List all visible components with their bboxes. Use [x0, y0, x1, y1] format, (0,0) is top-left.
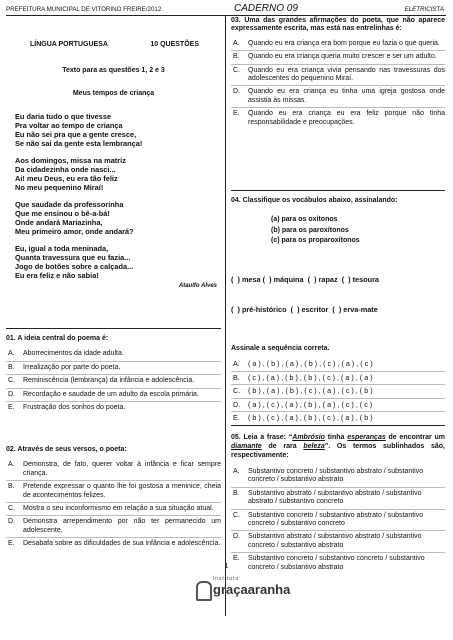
title-suffix: ”. Os termos sublinhados são, respectivamente: [231, 443, 445, 459]
option-letter: A. [8, 350, 15, 358]
option-text: Quando eu era criança eu tinha uma igreja gostosa onde assistia às missas. [248, 88, 445, 104]
option-text: Aborrecimentos da idade adulta. [23, 350, 124, 358]
option-text: Quando eu era criança eu era feliz porque não tinha responsabilidade e preocupações. [248, 110, 445, 126]
option-letter: A. [233, 468, 240, 475]
logo-mark-icon [196, 581, 212, 601]
option-text: Demonstra, de fato, querer voltar à infância e ficar sempre criança. [23, 461, 221, 477]
option-text: ( b ) , ( c ) , ( a ) , ( b ) , ( c ) , ( a ) , ( b ) [248, 412, 373, 422]
question-2 [6, 446, 221, 551]
section-title: LÍNGUA PORTUGUESA [30, 41, 108, 48]
page-number: 1 [224, 563, 229, 570]
underlined-word: Ambrósio [292, 434, 325, 441]
option-text: Quando eu era criança queria muito crescer e ser um adulto. [248, 53, 437, 61]
stanza [15, 244, 221, 280]
option-letter: D. [233, 399, 241, 409]
classification-keys [271, 215, 445, 247]
option-text: Demonstra arrependimento por não ter permanecido um adolescente. [23, 518, 221, 534]
question-title: 04. Classifique os vocábulos abaixo, assinalando: [231, 197, 398, 204]
option-letter: B. [8, 363, 15, 371]
option-b[interactable] [6, 362, 221, 375]
option-text: Substantivo concreto / substantivo concreto / substantivo concreto / substantivo abstrato [248, 555, 425, 571]
poem-title: Meus tempos de criança [72, 89, 155, 97]
key-proparoxitonos: (c) para os proparoxítonos [271, 237, 360, 245]
option-d[interactable] [231, 86, 445, 108]
question-title: 01. A ideia central do poema é: [6, 335, 109, 342]
title-text: tinha [324, 434, 348, 441]
poem-line: Quanta travessura que eu fazia... [15, 253, 131, 263]
section-count: 10 QUESTÕES [150, 41, 199, 48]
option-text: Quando eu era criança vivia pensando nas travessuras dos adolescentes do pequenino Miraí. [248, 66, 445, 83]
stanza [15, 112, 221, 148]
option-c[interactable] [231, 385, 445, 398]
poem-line: Meu primeiro amor, onde andará? [15, 227, 134, 237]
question-divider [231, 190, 445, 191]
option-c[interactable] [231, 510, 445, 532]
poem-line: Jogo de botões sobre a calçada... [15, 262, 134, 272]
key-paroxitonos: (b) para os paroxítonos [271, 226, 349, 234]
question-5 [231, 433, 445, 574]
stanza [15, 200, 221, 236]
option-letter: D. [233, 533, 240, 541]
left-column [6, 41, 221, 291]
option-a[interactable] [6, 459, 221, 481]
option-a[interactable] [231, 38, 445, 51]
option-text: ( b ) , ( a ) , ( b ) , ( c ) , ( a ) , ( c ) , ( b ) [248, 386, 373, 396]
title-prefix: 05. Leia a frase: “ [231, 434, 293, 441]
poem-author: Ataulfo Alves [178, 283, 217, 290]
option-a[interactable] [231, 358, 445, 371]
question-title [231, 433, 445, 460]
poem-line: Que me ensinou o bê-a-bá! [15, 209, 110, 219]
option-c[interactable] [6, 503, 221, 516]
option-text: Substantivo concreto / substantivo abstrato / substantivo concreto / substantivo concreto [248, 511, 424, 528]
option-letter: A. [8, 461, 15, 469]
option-letter: B. [233, 53, 240, 61]
word-list [231, 255, 445, 335]
option-letter: E. [233, 110, 240, 118]
question-title: 02. Através de seus versos, o poeta: [6, 446, 127, 453]
option-text: Irrealização por parte do poeta. [23, 363, 121, 371]
underlined-word: diamante [231, 443, 262, 450]
poem-line: Ai! meu Deus, eu era tão feliz [15, 174, 118, 184]
option-text: Substantivo abstrato / substantivo abstrato / substantivo concreto / substantivo abstrato [248, 533, 422, 549]
option-letter: E. [233, 555, 240, 563]
title-text: de encontrar um [385, 434, 445, 441]
poem-line: Eu era feliz e não sabia! [15, 271, 99, 281]
poem-line: Se não sai da gente esta lembrança! [15, 139, 143, 149]
option-c[interactable] [6, 375, 221, 388]
question-4 [231, 197, 445, 424]
option-d[interactable] [231, 531, 445, 553]
column-divider [225, 16, 226, 616]
option-b[interactable] [231, 488, 445, 510]
option-b[interactable] [231, 372, 445, 385]
option-e[interactable] [6, 538, 221, 550]
option-text: Mostra o seu inconformismo em relação a sua situação atual. [23, 505, 214, 513]
option-text: Pretende expressar o quanto lhe foi gostosa a meninice, cheia de acontecimentos felizes. [23, 483, 221, 499]
header-role: ELETRICISTA [404, 6, 444, 13]
option-e[interactable] [231, 412, 445, 424]
institute-logo [196, 575, 291, 601]
option-text: Quando eu era criança era bom porque eu fazia o que queria. [248, 39, 440, 47]
option-c[interactable] [231, 65, 445, 87]
poem-line: Da cidadezinha onde nasci... [15, 165, 116, 175]
poem-line: Aos domingos, missa na matriz [15, 156, 126, 166]
question-divider [231, 425, 445, 426]
instruction: Assinale a sequência correta. [231, 344, 330, 352]
option-b[interactable] [231, 51, 445, 64]
stanza [15, 156, 221, 192]
option-text: ( a ) , ( c ) , ( a ) , ( b ) , ( a ) , ( c ) , ( c ) [248, 399, 373, 409]
option-letter: A. [233, 39, 240, 47]
option-a[interactable] [6, 348, 221, 361]
section-heading [6, 41, 221, 49]
option-text: Substantivo abstrato / substantivo abstrato / substantivo abstrato / substantivo concreto [248, 489, 422, 506]
poem-line: Eu, igual a toda meninada, [15, 244, 109, 254]
logo-small-text: instituto [213, 576, 240, 582]
word-list-line: ( ) pré-histórico ( ) escritor ( ) erva-mate [231, 304, 378, 314]
option-text: Recordação e saudade de um adulto da escola primária. [23, 390, 199, 398]
underlined-word: beleza [303, 443, 325, 450]
option-letter: E. [8, 404, 15, 412]
option-letter: C. [8, 505, 15, 513]
header-institution: PREFEITURA MUNICIPAL DE VITORINO FREIRE/2012 [6, 6, 162, 13]
poem-line: Eu daria tudo o que tivesse [15, 112, 112, 122]
option-text: ( a ) , ( b ) , ( a ) , ( b ) , ( c ) , ( a ) , ( c ) [248, 359, 373, 369]
word-list-line: ( ) mesa ( ) máquina ( ) rapaz ( ) tesoura [231, 274, 379, 284]
poem [6, 112, 221, 280]
option-letter: A. [233, 359, 240, 369]
underlined-word: esperanças [347, 434, 386, 441]
option-letter: E. [8, 540, 15, 548]
option-letter: C. [233, 66, 240, 74]
option-text: Desabafa sobre as dificuldades de sua infância e adolescência. [23, 540, 221, 548]
option-d[interactable] [231, 399, 445, 412]
title-text: de rara [261, 443, 304, 450]
poem-line: No meu pequenino Miraí! [15, 183, 104, 193]
option-letter: D. [8, 518, 15, 526]
poem-line: Eu não sei pra que a gente cresce, [15, 130, 137, 140]
option-letter: D. [233, 88, 240, 96]
option-text: Substantivo concreto / substantivo abstrato / substantivo concreto / substantivo abstrato [248, 468, 424, 484]
option-a[interactable] [231, 466, 445, 488]
option-e[interactable] [6, 402, 221, 414]
option-letter: B. [233, 489, 240, 497]
poem-line: Que saudade da professorinha [15, 200, 124, 210]
text-intro: Texto para as questões 1, 2 e 3 [62, 67, 165, 75]
question-divider [6, 328, 221, 329]
option-text: ( c ) , ( a ) , ( b ) , ( b ) , ( c ) , ( a ) , ( a ) [248, 372, 373, 382]
option-text: Frustração dos sonhos do poeta. [23, 404, 126, 412]
option-letter: E. [233, 412, 240, 422]
option-text: Reminiscência (lembrança) da infância e adolescência. [23, 377, 195, 385]
option-e[interactable] [231, 108, 445, 129]
poem-line: Onde andará Mariazinha, [15, 218, 103, 228]
option-letter: C. [233, 511, 240, 519]
question-1 [6, 335, 221, 414]
option-letter: D. [8, 390, 15, 398]
question-title: 03. Uma das grandes afirmações do poeta, que não aparece expressamente escrita, mas está nas entrelinhas é: [231, 17, 445, 33]
question-3 [231, 17, 445, 129]
header-booklet: CADERNO 09 [234, 3, 298, 14]
option-letter: B. [233, 372, 240, 382]
key-oxitonos: (a) para os oxítonos [271, 216, 338, 224]
option-letter: B. [8, 483, 15, 491]
logo-big-text: graçaaranha [213, 582, 291, 597]
option-b[interactable] [6, 481, 221, 503]
option-d[interactable] [6, 389, 221, 402]
option-d[interactable] [6, 516, 221, 538]
option-letter: C. [8, 377, 15, 385]
page-header [6, 3, 446, 16]
poem-line: Pra voltar ao tempo de criança [15, 121, 123, 131]
option-letter: C. [233, 386, 241, 396]
